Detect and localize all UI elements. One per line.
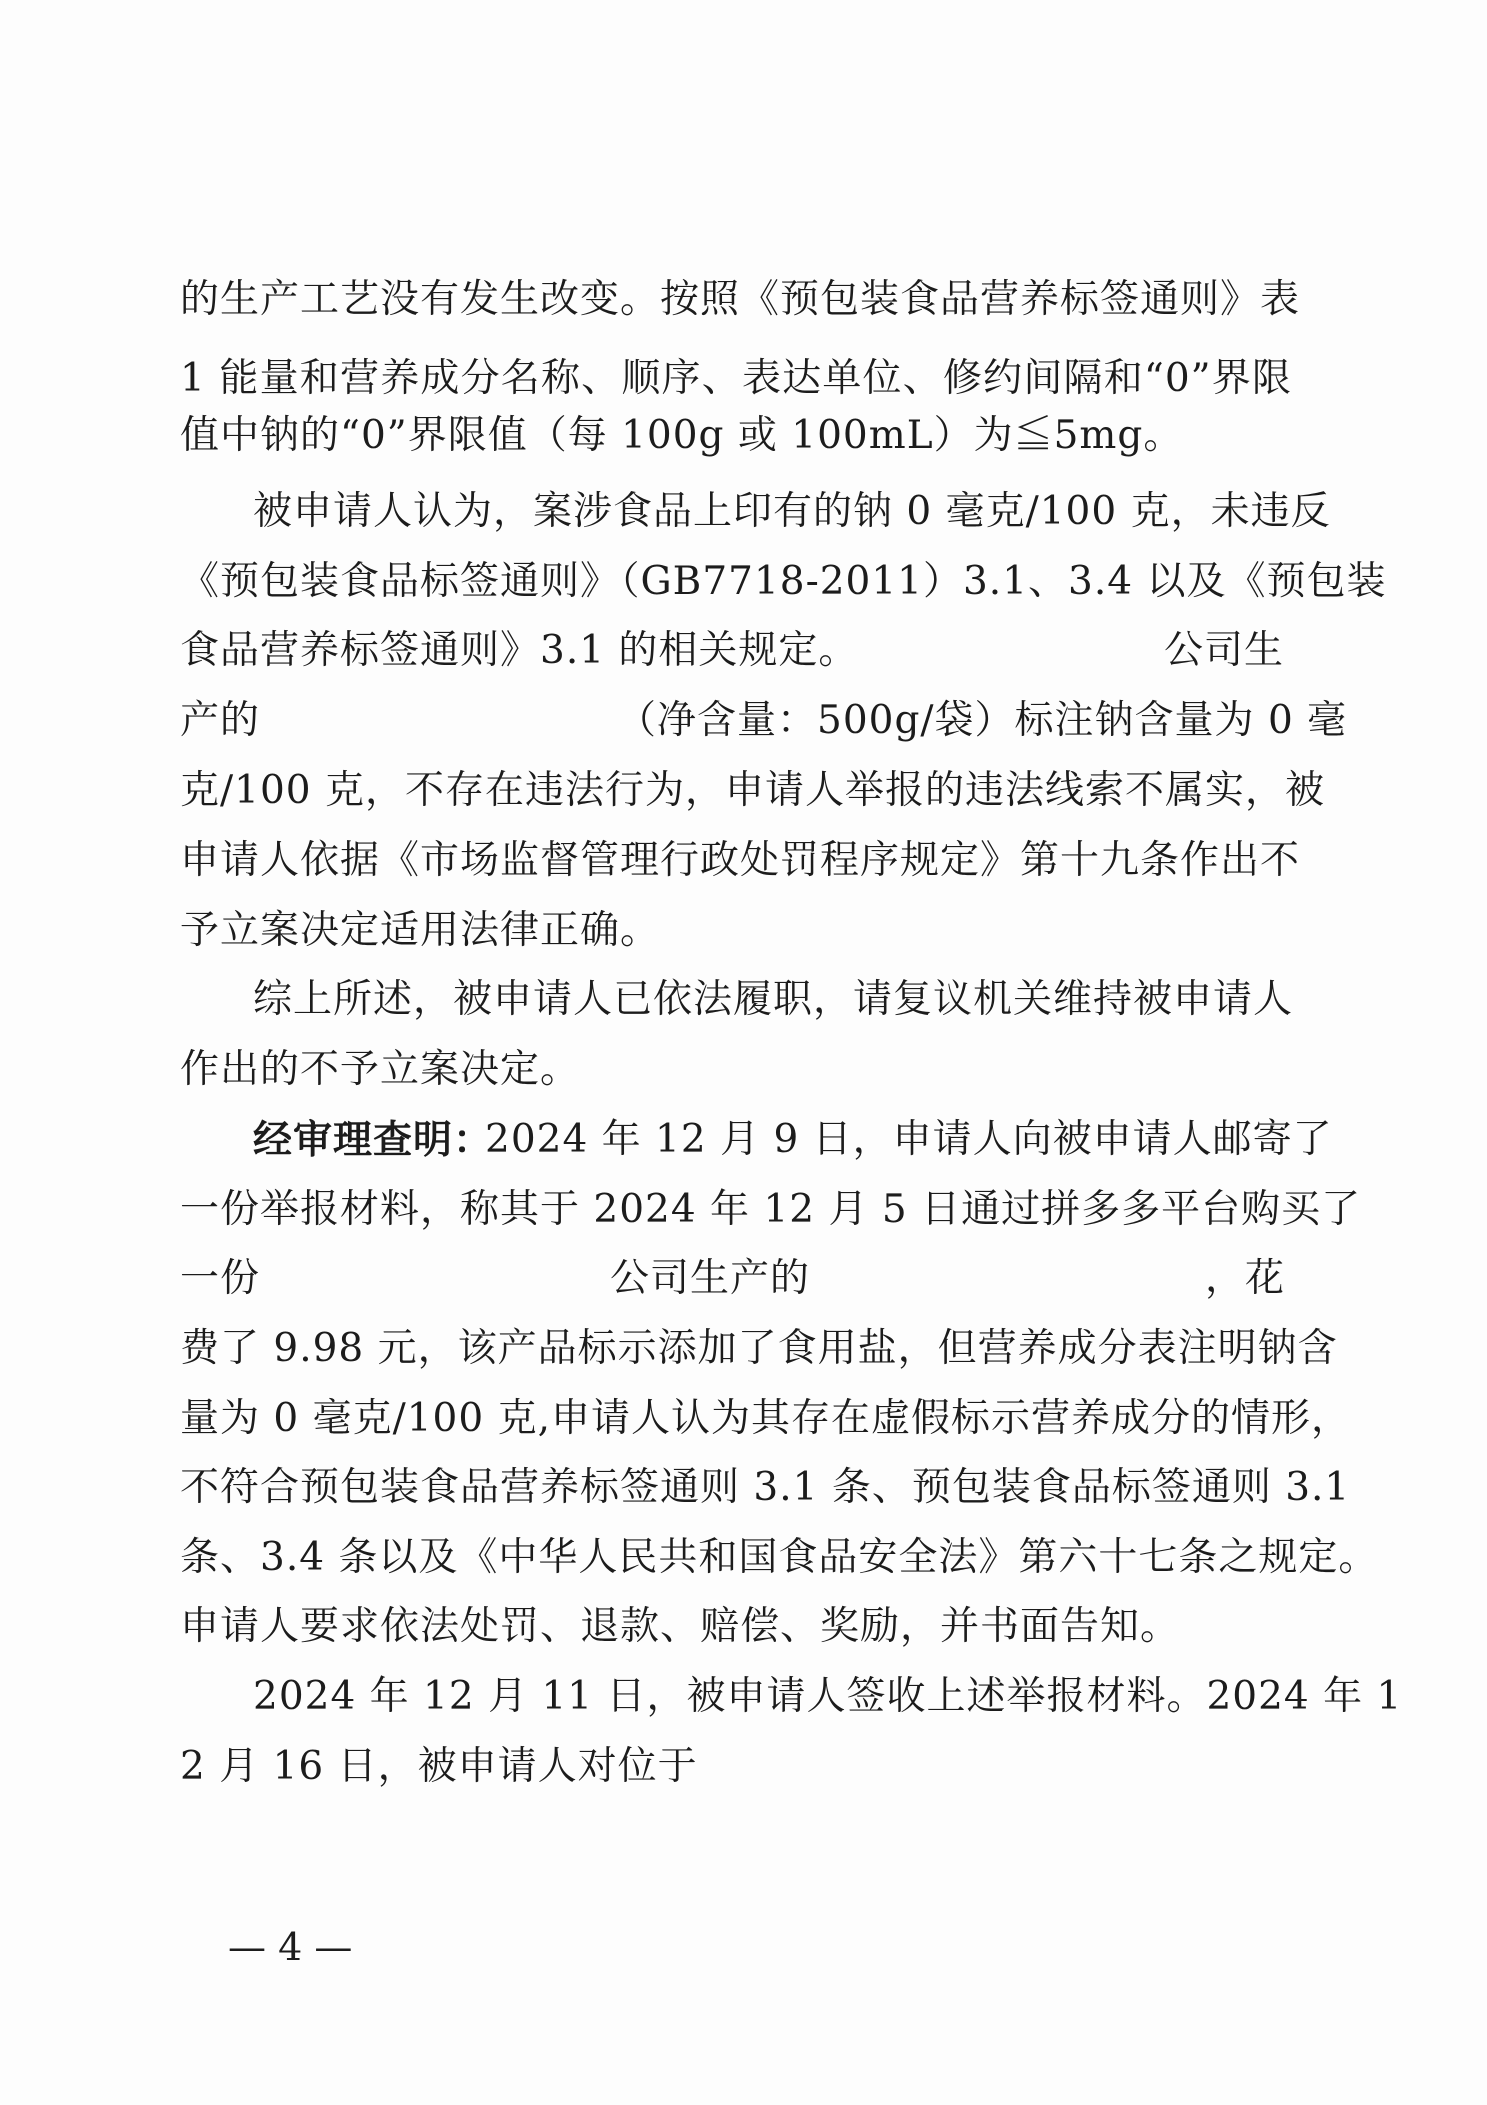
text-segment: 公司生产的 [610, 1256, 811, 1301]
text-line: 值中钠的“0”界限值（每 100g 或 100mL）为≦5mg。 [180, 413, 1184, 458]
text-line: 《预包装食品标签通则》（GB7718-2011）3.1、3.4 以及《预包装 [180, 559, 1387, 604]
text-line: 克/100 克，不存在违法行为，申请人举报的违法线索不属实，被 [180, 768, 1325, 813]
text-line: 综上所述，被申请人已依法履职，请复议机关维持被申请人 [253, 977, 1294, 1022]
text-segment: 食品营养标签通则》3.1 的相关规定。 [180, 628, 859, 673]
text-line: 一份举报材料，称其于 2024 年 12 月 5 日通过拼多多平台购买了 [180, 1187, 1362, 1232]
text-line: 2 月 16 日，被申请人对位于 [180, 1744, 698, 1789]
page-number: — 4 — [228, 1925, 353, 1969]
text-line: 费了 9.98 元，该产品标示添加了食用盐，但营养成分表注明钠含 [180, 1326, 1338, 1371]
text-line: 1 能量和营养成分名称、顺序、表达单位、修约间隔和“0”界限 [180, 356, 1292, 401]
text-line: 被申请人认为，案涉食品上印有的钠 0 毫克/100 克，未违反 [253, 489, 1331, 534]
text-line: 予立案决定适用法律正确。 [180, 908, 661, 953]
findings-heading: 经审理查明： [253, 1117, 494, 1163]
text-segment: （净含量：500g/袋）标注钠含量为 0 毫 [617, 698, 1348, 743]
text-line: 作出的不予立案决定。 [180, 1047, 581, 1092]
text-line: 2024 年 12 月 11 日，被申请人签收上述举报材料。2024 年 1 [253, 1674, 1403, 1719]
text-line: 申请人要求依法处罚、退款、赔偿、奖励，并书面告知。 [180, 1604, 1181, 1649]
text-segment: 产的 [180, 698, 261, 743]
text-line: 条、3.4 条以及《中华人民共和国食品安全法》第六十七条之规定。 [180, 1535, 1379, 1580]
text-segment: ，花 [1205, 1256, 1286, 1301]
text-line: 申请人依据《市场监督管理行政处罚程序规定》第十九条作出不 [180, 838, 1301, 883]
text-segment: 一份 [180, 1256, 261, 1301]
text-line: 量为 0 毫克/100 克,申请人认为其存在虚假标示营养成分的情形， [180, 1396, 1351, 1441]
text-line: 的生产工艺没有发生改变。按照《预包装食品营养标签通则》表 [180, 277, 1301, 322]
text-segment: 公司生 [1164, 628, 1285, 673]
text-line: 不符合预包装食品营养标签通则 3.1 条、预包装食品标签通则 3.1 [180, 1465, 1351, 1510]
text-segment: 2024 年 12 月 9 日，申请人向被申请人邮寄了 [485, 1117, 1333, 1162]
